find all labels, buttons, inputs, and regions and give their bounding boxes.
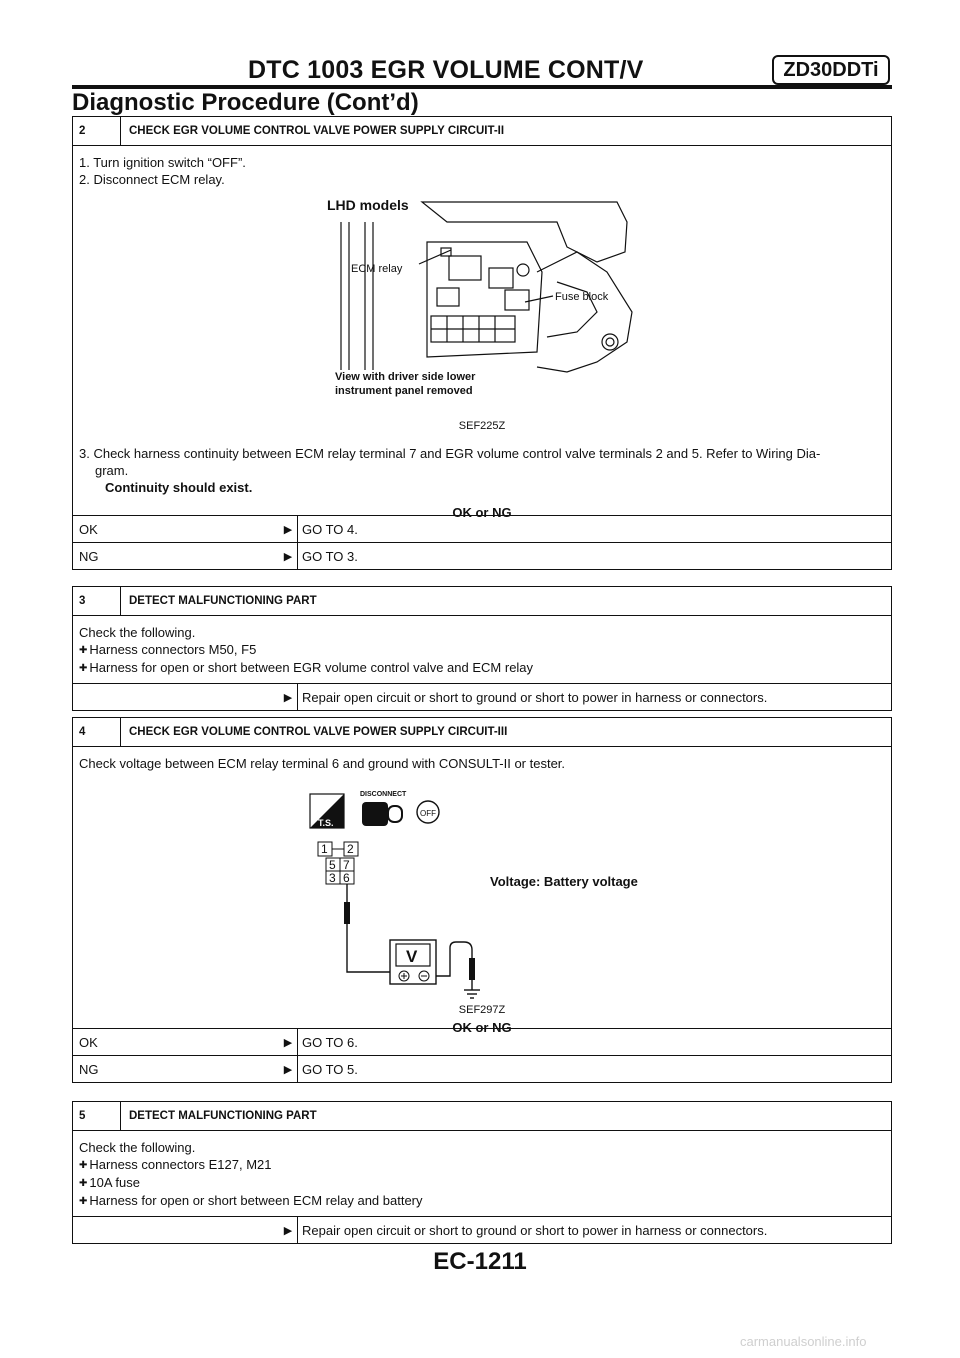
step-5-table xyxy=(72,1101,892,1244)
step-2-result-ok xyxy=(73,515,891,542)
ecm-relay-location-figure xyxy=(327,192,637,418)
item-text: Harness connectors M50, F5 xyxy=(89,642,257,657)
step-4-ok-or-ng: OK or NG xyxy=(452,1020,512,1035)
arrow-right-icon: ▶ xyxy=(283,1224,293,1237)
bullet-icon: ✚ xyxy=(79,1178,88,1189)
voltage-check-figure xyxy=(282,782,682,1002)
step-2-line-3a: 3. Check harness continuity between ECM relay terminal 7 and EGR volume control valve terminals 2 and 5. Refer to Wiring Dia- xyxy=(79,446,821,461)
step-3-action: Repair open circuit or short to ground or short to power in harness or connectors. xyxy=(297,684,891,710)
step-5-item-2 xyxy=(79,1174,885,1192)
step-5-number: 5 xyxy=(73,1102,121,1130)
page-title: DTC 1003 EGR VOLUME CONT/V xyxy=(248,56,644,84)
page-number: EC-1211 xyxy=(433,1248,527,1275)
watermark: carmanualsonline.info xyxy=(740,1334,867,1349)
label-ecm-relay: ECM relay xyxy=(351,263,403,275)
result-key: NG xyxy=(79,1061,99,1077)
step-2-title: CHECK EGR VOLUME CONTROL VALVE POWER SUPPLY CIRCUIT-II xyxy=(129,125,505,137)
ground-icon xyxy=(464,990,480,998)
terminal-2: 2 xyxy=(347,842,354,856)
step-2-line-2: 2. Disconnect ECM relay. xyxy=(79,172,225,187)
step-2-table xyxy=(72,116,892,570)
item-text: 10A fuse xyxy=(89,1175,140,1190)
result-key: OK xyxy=(79,1034,98,1050)
step-2-number: 2 xyxy=(73,117,121,145)
arrow-right-icon: ▶ xyxy=(283,550,293,563)
step-3-item-1 xyxy=(79,641,885,659)
terminal-3: 3 xyxy=(329,871,336,885)
result-key-empty xyxy=(73,684,279,710)
item-text: Harness for open or short between ECM relay and battery xyxy=(89,1193,423,1208)
figure-caption-1: View with driver side lower xyxy=(335,371,476,383)
step-5-item-1 xyxy=(79,1156,885,1174)
result-key: OK xyxy=(79,521,98,537)
arrow-right-icon: ▶ xyxy=(283,1063,293,1076)
item-text: Harness connectors E127, M21 xyxy=(89,1157,272,1172)
result-value: GO TO 4. xyxy=(297,516,891,542)
off-label: OFF xyxy=(420,809,436,818)
step-5-body xyxy=(73,1130,891,1216)
step-5-action-row xyxy=(73,1216,891,1243)
terminal-5: 5 xyxy=(329,858,336,872)
disconnect-label: DISCONNECT xyxy=(360,791,407,798)
result-value: GO TO 6. xyxy=(297,1029,891,1055)
step-3-title: DETECT MALFUNCTIONING PART xyxy=(129,595,317,607)
step-2-line-3b: gram. xyxy=(95,463,129,478)
step-4-body xyxy=(73,746,891,1035)
step-3-action-row xyxy=(73,683,891,710)
step-5-intro: Check the following. xyxy=(79,1140,196,1155)
meter-label: V xyxy=(406,947,418,966)
terminal-6: 6 xyxy=(343,871,350,885)
step-3-intro: Check the following. xyxy=(79,625,196,640)
terminal-1: 1 xyxy=(321,842,328,856)
result-value: GO TO 5. xyxy=(297,1056,891,1082)
figure-code-sef297z: SEF297Z xyxy=(458,1004,506,1016)
step-3-item-2 xyxy=(79,659,885,677)
engine-badge: ZD30DDTi xyxy=(772,55,890,85)
figure-heading-lhd: LHD models xyxy=(327,197,409,213)
step-5-header xyxy=(73,1102,891,1130)
step-4-result-ng xyxy=(73,1055,891,1082)
label-fuse-block: Fuse block xyxy=(555,291,609,303)
voltage-spec: Voltage: Battery voltage xyxy=(490,874,638,889)
step-4-table xyxy=(72,717,892,1083)
step-4-line-1: Check voltage between ECM relay terminal 6 and ground with CONSULT-II or tester. xyxy=(79,756,566,771)
step-5-item-3 xyxy=(79,1192,885,1210)
arrow-right-icon: ▶ xyxy=(283,691,293,704)
terminal-7: 7 xyxy=(343,858,350,872)
step-2-ok-or-ng: OK or NG xyxy=(452,505,512,520)
bullet-icon: ✚ xyxy=(79,1196,88,1207)
bullet-icon: ✚ xyxy=(79,1160,88,1171)
step-4-header xyxy=(73,718,891,746)
result-key-empty xyxy=(73,1217,279,1243)
arrow-right-icon: ▶ xyxy=(283,1036,293,1049)
step-3-body xyxy=(73,615,891,683)
step-4-title: CHECK EGR VOLUME CONTROL VALVE POWER SUPPLY CIRCUIT-III xyxy=(129,726,508,738)
arrow-right-icon: ▶ xyxy=(283,523,293,536)
result-key: NG xyxy=(79,548,99,564)
step-3-header xyxy=(73,587,891,615)
bullet-icon: ✚ xyxy=(79,663,88,674)
item-text: Harness for open or short between EGR volume control valve and ECM relay xyxy=(89,660,534,675)
step-3-table xyxy=(72,586,892,711)
figure-code-sef225z: SEF225Z xyxy=(458,420,506,432)
figure-caption-2: instrument panel removed xyxy=(335,385,473,397)
result-value: GO TO 3. xyxy=(297,543,891,569)
ecm-relay-location-drawing xyxy=(327,192,637,418)
bullet-icon: ✚ xyxy=(79,645,88,656)
step-2-result-ng xyxy=(73,542,891,569)
step-2-body xyxy=(73,145,891,520)
step-4-result-ok xyxy=(73,1028,891,1055)
step-2-header xyxy=(73,117,891,145)
step-2-spec: Continuity should exist. xyxy=(105,480,253,495)
step-4-number: 4 xyxy=(73,718,121,746)
step-3-number: 3 xyxy=(73,587,121,615)
step-5-title: DETECT MALFUNCTIONING PART xyxy=(129,1110,317,1122)
ts-label: T.S. xyxy=(318,818,334,828)
voltage-check-drawing xyxy=(282,782,682,1002)
step-5-action: Repair open circuit or short to ground or short to power in harness or connectors. xyxy=(297,1217,891,1243)
page-subtitle: Diagnostic Procedure (Cont’d) xyxy=(72,89,419,116)
step-2-line-1: 1. Turn ignition switch “OFF”. xyxy=(79,155,246,170)
